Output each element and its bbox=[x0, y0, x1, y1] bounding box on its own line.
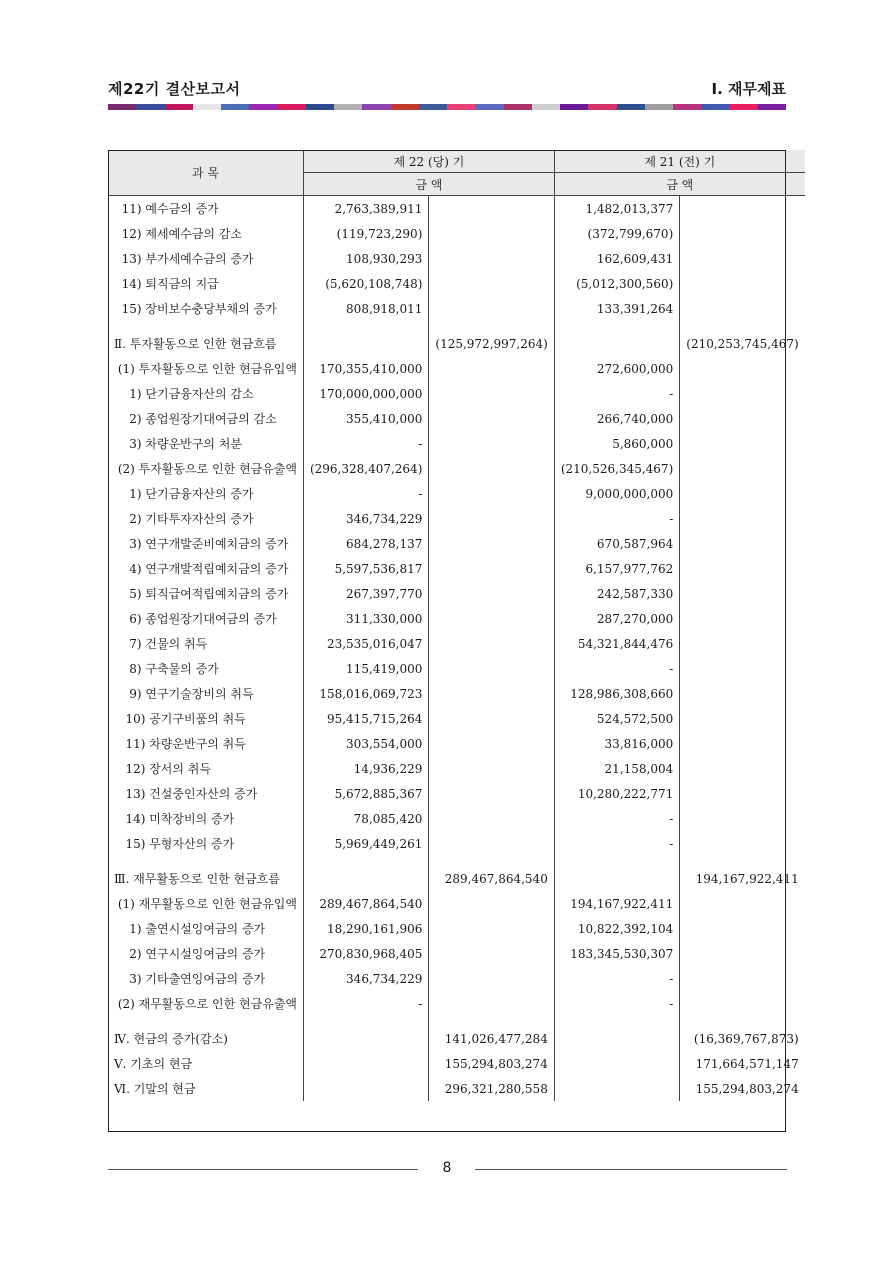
current-total-amount bbox=[429, 606, 554, 631]
current-total-amount: (125,972,997,264) bbox=[429, 331, 554, 356]
current-detail-amount: 5,672,885,367 bbox=[303, 781, 428, 806]
stripe-segment bbox=[362, 104, 390, 110]
row-item-label: 13) 건설중인자산의 증가 bbox=[108, 781, 303, 806]
stripe-segment bbox=[701, 104, 729, 110]
prior-total-amount bbox=[680, 196, 805, 222]
spacer-row bbox=[108, 1016, 805, 1026]
table-row bbox=[108, 941, 805, 966]
current-detail-amount: 289,467,864,540 bbox=[303, 891, 428, 916]
current-detail-amount: 2,763,389,911 bbox=[303, 196, 428, 222]
current-total-amount bbox=[429, 531, 554, 556]
row-item-label: 14) 미착장비의 증가 bbox=[108, 806, 303, 831]
prior-total-amount bbox=[680, 406, 805, 431]
table-row bbox=[108, 831, 805, 856]
stripe-segment bbox=[504, 104, 532, 110]
prior-total-amount: (16,369,767,873) bbox=[693, 1031, 799, 1046]
prior-detail-amount: - bbox=[554, 656, 679, 681]
prior-detail-amount: 524,572,500 bbox=[554, 706, 679, 731]
stripe-segment bbox=[108, 104, 136, 110]
table-row bbox=[108, 381, 805, 406]
spacer-row bbox=[108, 321, 805, 331]
row-item-label: Ⅱ. 투자활동으로 인한 현금흐름 bbox=[108, 331, 303, 356]
prior-detail-amount: - bbox=[554, 991, 679, 1016]
prior-total-amount bbox=[680, 581, 805, 606]
current-total-amount bbox=[429, 681, 554, 706]
row-item-label: (2) 투자활동으로 인한 현금유출액 bbox=[108, 456, 303, 481]
current-detail-amount: 108,930,293 bbox=[303, 246, 428, 271]
table-row bbox=[108, 866, 805, 891]
stripe-segment bbox=[391, 104, 419, 110]
current-detail-amount bbox=[303, 1076, 428, 1101]
current-detail-amount: (119,723,290) bbox=[303, 221, 428, 246]
row-item-label: Ⅲ. 재무활동으로 인한 현금흐름 bbox=[108, 866, 303, 891]
prior-total-amount bbox=[680, 381, 805, 406]
row-item-label: 4) 연구개발적립예치금의 증가 bbox=[108, 556, 303, 581]
current-total-amount bbox=[429, 891, 554, 916]
table-row bbox=[108, 581, 805, 606]
prior-detail-amount: (372,799,670) bbox=[554, 221, 679, 246]
prior-detail-amount: 183,345,530,307 bbox=[554, 941, 679, 966]
prior-total-amount bbox=[680, 941, 805, 966]
row-item-label: 9) 연구기술장비의 취득 bbox=[108, 681, 303, 706]
stripe-segment bbox=[617, 104, 645, 110]
row-item-label: 5) 퇴직급여적립예치금의 증가 bbox=[108, 581, 303, 606]
prior-detail-amount: 54,321,844,476 bbox=[554, 631, 679, 656]
row-item-label: 12) 장서의 취득 bbox=[108, 756, 303, 781]
stripe-segment bbox=[447, 104, 475, 110]
current-total-amount bbox=[429, 406, 554, 431]
table-row bbox=[108, 406, 805, 431]
row-item-label: 6) 종업원장기대여금의 증가 bbox=[108, 606, 303, 631]
prior-detail-amount: 5,860,000 bbox=[554, 431, 679, 456]
current-detail-amount: 95,415,715,264 bbox=[303, 706, 428, 731]
prior-total-amount: (210,253,745,467) bbox=[686, 336, 799, 351]
row-item-label: 14) 퇴직금의 지급 bbox=[108, 271, 303, 296]
prior-total-amount bbox=[680, 916, 805, 941]
current-total-amount bbox=[429, 356, 554, 381]
prior-detail-amount bbox=[554, 1076, 679, 1101]
prior-total-amount bbox=[680, 506, 805, 531]
prior-total-amount bbox=[680, 806, 805, 831]
table-row bbox=[108, 431, 805, 456]
prior-total-amount bbox=[680, 681, 805, 706]
current-total-amount bbox=[429, 506, 554, 531]
row-item-label: 3) 기타출연잉여금의 증가 bbox=[108, 966, 303, 991]
stripe-segment bbox=[588, 104, 616, 110]
page-number: 8 bbox=[442, 1160, 452, 1176]
current-detail-amount: 170,000,000,000 bbox=[303, 381, 428, 406]
stripe-segment bbox=[645, 104, 673, 110]
section-title: Ⅰ. 재무제표 bbox=[711, 80, 786, 98]
current-total-amount bbox=[429, 916, 554, 941]
prior-detail-amount: (210,526,345,467) bbox=[554, 456, 679, 481]
stripe-segment bbox=[221, 104, 249, 110]
prior-total-amount bbox=[680, 731, 805, 756]
prior-detail-amount: 128,986,308,660 bbox=[554, 681, 679, 706]
stripe-segment bbox=[306, 104, 334, 110]
row-item-label: Ⅵ. 기말의 현금 bbox=[108, 1076, 303, 1101]
current-total-amount bbox=[429, 991, 554, 1016]
stripe-segment bbox=[278, 104, 306, 110]
current-total-amount bbox=[429, 296, 554, 321]
row-item-label: 15) 장비보수충당부채의 증가 bbox=[108, 296, 303, 321]
prior-total-amount: 194,167,922,411 bbox=[695, 871, 799, 886]
current-total-amount bbox=[429, 431, 554, 456]
table-row bbox=[108, 331, 805, 356]
row-item-label: 1) 단기금융자산의 증가 bbox=[108, 481, 303, 506]
current-detail-amount: 78,085,420 bbox=[303, 806, 428, 831]
prior-detail-amount: - bbox=[554, 381, 679, 406]
prior-detail-amount: 242,587,330 bbox=[554, 581, 679, 606]
prior-detail-amount: - bbox=[554, 506, 679, 531]
current-detail-amount: - bbox=[303, 431, 428, 456]
cash-flow-table bbox=[108, 150, 805, 1101]
prior-total-amount: 155,294,803,274 bbox=[695, 1081, 799, 1096]
stripe-segment bbox=[334, 104, 362, 110]
table-row bbox=[108, 456, 805, 481]
prior-total-amount bbox=[680, 431, 805, 456]
prior-total-amount bbox=[680, 531, 805, 556]
prior-total-amount bbox=[680, 706, 805, 731]
prior-detail-amount bbox=[554, 331, 679, 356]
table-row bbox=[108, 706, 805, 731]
current-detail-amount: 346,734,229 bbox=[303, 966, 428, 991]
current-detail-amount: 303,554,000 bbox=[303, 731, 428, 756]
current-total-amount bbox=[429, 941, 554, 966]
table-row bbox=[108, 916, 805, 941]
current-detail-amount: 158,016,069,723 bbox=[303, 681, 428, 706]
current-total-amount bbox=[429, 581, 554, 606]
current-total-amount bbox=[429, 806, 554, 831]
prior-total-amount: 171,664,571,147 bbox=[695, 1056, 799, 1071]
table-row bbox=[108, 781, 805, 806]
current-detail-amount: 355,410,000 bbox=[303, 406, 428, 431]
prior-detail-amount bbox=[554, 1051, 679, 1076]
prior-amount-header: 금 액 bbox=[554, 173, 804, 196]
prior-detail-amount: 194,167,922,411 bbox=[554, 891, 679, 916]
prior-total-amount bbox=[680, 891, 805, 916]
current-total-amount bbox=[429, 631, 554, 656]
current-amount-header: 금 액 bbox=[303, 173, 554, 196]
stripe-segment bbox=[193, 104, 221, 110]
current-total-amount: 141,026,477,284 bbox=[429, 1026, 554, 1051]
row-item-label: 2) 연구시설잉여금의 증가 bbox=[108, 941, 303, 966]
row-item-label: 11) 예수금의 증가 bbox=[108, 196, 303, 222]
prior-total-amount bbox=[680, 991, 805, 1016]
table-body bbox=[108, 196, 805, 1102]
prior-detail-amount: 287,270,000 bbox=[554, 606, 679, 631]
stripe-segment bbox=[532, 104, 560, 110]
current-detail-amount bbox=[303, 1051, 428, 1076]
row-item-label: 15) 무형자산의 증가 bbox=[108, 831, 303, 856]
row-item-label: 3) 연구개발준비예치금의 증가 bbox=[108, 531, 303, 556]
row-item-label: (2) 재무활동으로 인한 현금유출액 bbox=[108, 991, 303, 1016]
current-detail-amount: 808,918,011 bbox=[303, 296, 428, 321]
stripe-segment bbox=[165, 104, 193, 110]
stripe-segment bbox=[419, 104, 447, 110]
current-total-amount bbox=[429, 731, 554, 756]
row-item-label: 10) 공기구비품의 취득 bbox=[108, 706, 303, 731]
current-detail-amount: 5,969,449,261 bbox=[303, 831, 428, 856]
prior-detail-amount: 670,587,964 bbox=[554, 531, 679, 556]
current-detail-amount: 18,290,161,906 bbox=[303, 916, 428, 941]
prior-detail-amount: (5,012,300,560) bbox=[554, 271, 679, 296]
current-total-amount bbox=[429, 456, 554, 481]
stripe-segment bbox=[136, 104, 164, 110]
current-total-amount bbox=[429, 781, 554, 806]
row-item-label: 2) 종업원장기대여금의 감소 bbox=[108, 406, 303, 431]
row-item-label: 3) 차량운반구의 처분 bbox=[108, 431, 303, 456]
prior-detail-amount: - bbox=[554, 831, 679, 856]
table-row bbox=[108, 631, 805, 656]
current-detail-amount bbox=[303, 866, 428, 891]
table-row bbox=[108, 481, 805, 506]
row-item-label: 12) 제세예수금의 감소 bbox=[108, 221, 303, 246]
prior-detail-amount: 6,157,977,762 bbox=[554, 556, 679, 581]
table-row bbox=[108, 1051, 805, 1076]
footer-rule-left bbox=[108, 1169, 418, 1170]
item-column-header: 과 목 bbox=[108, 150, 303, 196]
prior-detail-amount: 10,822,392,104 bbox=[554, 916, 679, 941]
table-row bbox=[108, 656, 805, 681]
prior-total-amount bbox=[680, 271, 805, 296]
prior-detail-amount: 266,740,000 bbox=[554, 406, 679, 431]
stripe-segment bbox=[730, 104, 758, 110]
row-item-label: 13) 부가세예수금의 증가 bbox=[108, 246, 303, 271]
table-row bbox=[108, 756, 805, 781]
table-row bbox=[108, 891, 805, 916]
prior-total-amount bbox=[680, 221, 805, 246]
prior-total-amount bbox=[680, 456, 805, 481]
row-item-label: 1) 단기금융자산의 감소 bbox=[108, 381, 303, 406]
row-item-label: Ⅴ. 기초의 현금 bbox=[108, 1051, 303, 1076]
current-detail-amount bbox=[303, 1026, 428, 1051]
current-detail-amount: 5,597,536,817 bbox=[303, 556, 428, 581]
table-row bbox=[108, 991, 805, 1016]
stripe-segment bbox=[673, 104, 701, 110]
current-total-amount bbox=[429, 556, 554, 581]
current-detail-amount: 14,936,229 bbox=[303, 756, 428, 781]
current-total-amount bbox=[429, 706, 554, 731]
footer-rule-right bbox=[475, 1169, 787, 1170]
current-detail-amount: 346,734,229 bbox=[303, 506, 428, 531]
table-row bbox=[108, 1076, 805, 1101]
current-total-amount: 155,294,803,274 bbox=[429, 1051, 554, 1076]
prior-total-amount bbox=[680, 246, 805, 271]
current-detail-amount: 311,330,000 bbox=[303, 606, 428, 631]
current-total-amount bbox=[429, 481, 554, 506]
table-row bbox=[108, 966, 805, 991]
spacer-row bbox=[108, 856, 805, 866]
table-row bbox=[108, 506, 805, 531]
prior-total-amount bbox=[680, 356, 805, 381]
table-row bbox=[108, 806, 805, 831]
prior-detail-amount: 10,280,222,771 bbox=[554, 781, 679, 806]
current-total-amount bbox=[429, 756, 554, 781]
current-detail-amount: 267,397,770 bbox=[303, 581, 428, 606]
header-stripe bbox=[108, 104, 786, 110]
stripe-segment bbox=[758, 104, 786, 110]
prior-total-amount bbox=[680, 756, 805, 781]
current-total-amount bbox=[429, 381, 554, 406]
current-detail-amount: 115,419,000 bbox=[303, 656, 428, 681]
report-title: 제22기 결산보고서 bbox=[108, 80, 241, 98]
table-row bbox=[108, 531, 805, 556]
row-item-label: (1) 투자활동으로 인한 현금유입액 bbox=[108, 356, 303, 381]
prior-total-amount bbox=[680, 631, 805, 656]
row-item-label: 7) 건물의 취득 bbox=[108, 631, 303, 656]
current-total-amount bbox=[429, 196, 554, 222]
current-detail-amount: 270,830,968,405 bbox=[303, 941, 428, 966]
current-detail-amount: 684,278,137 bbox=[303, 531, 428, 556]
table-row bbox=[108, 246, 805, 271]
prior-total-amount bbox=[680, 606, 805, 631]
prior-detail-amount: 33,816,000 bbox=[554, 731, 679, 756]
current-detail-amount: - bbox=[303, 481, 428, 506]
current-total-amount bbox=[429, 271, 554, 296]
prior-total-amount bbox=[680, 656, 805, 681]
prior-detail-amount: - bbox=[554, 966, 679, 991]
row-item-label: 8) 구축물의 증가 bbox=[108, 656, 303, 681]
current-total-amount bbox=[429, 656, 554, 681]
table-row bbox=[108, 1026, 805, 1051]
current-period-header: 제 22 (당) 기 bbox=[303, 150, 554, 173]
current-detail-amount bbox=[303, 331, 428, 356]
table-row bbox=[108, 731, 805, 756]
table-row bbox=[108, 606, 805, 631]
row-item-label: 2) 기타투자자산의 증가 bbox=[108, 506, 303, 531]
prior-total-amount bbox=[680, 781, 805, 806]
prior-total-amount bbox=[680, 831, 805, 856]
prior-detail-amount bbox=[554, 1026, 679, 1051]
stripe-segment bbox=[475, 104, 503, 110]
current-total-amount bbox=[429, 966, 554, 991]
current-detail-amount: 23,535,016,047 bbox=[303, 631, 428, 656]
prior-detail-amount: 1,482,013,377 bbox=[554, 196, 679, 222]
prior-detail-amount: - bbox=[554, 806, 679, 831]
prior-total-amount bbox=[680, 481, 805, 506]
row-item-label: 11) 차량운반구의 취득 bbox=[108, 731, 303, 756]
current-detail-amount: - bbox=[303, 991, 428, 1016]
table-row bbox=[108, 221, 805, 246]
table-row bbox=[108, 681, 805, 706]
current-detail-amount: (296,328,407,264) bbox=[303, 456, 428, 481]
prior-detail-amount bbox=[554, 866, 679, 891]
table-row bbox=[108, 296, 805, 321]
table-row bbox=[108, 196, 805, 222]
table-row bbox=[108, 356, 805, 381]
prior-detail-amount: 162,609,431 bbox=[554, 246, 679, 271]
stripe-segment bbox=[560, 104, 588, 110]
row-item-label: (1) 재무활동으로 인한 현금유입액 bbox=[108, 891, 303, 916]
prior-detail-amount: 272,600,000 bbox=[554, 356, 679, 381]
table-row bbox=[108, 556, 805, 581]
prior-detail-amount: 9,000,000,000 bbox=[554, 481, 679, 506]
prior-detail-amount: 133,391,264 bbox=[554, 296, 679, 321]
current-detail-amount: 170,355,410,000 bbox=[303, 356, 428, 381]
current-detail-amount: (5,620,108,748) bbox=[303, 271, 428, 296]
prior-total-amount bbox=[680, 966, 805, 991]
current-total-amount: 289,467,864,540 bbox=[429, 866, 554, 891]
stripe-segment bbox=[249, 104, 277, 110]
current-total-amount bbox=[429, 246, 554, 271]
prior-detail-amount: 21,158,004 bbox=[554, 756, 679, 781]
table-row bbox=[108, 271, 805, 296]
current-total-amount bbox=[429, 831, 554, 856]
current-total-amount: 296,321,280,558 bbox=[429, 1076, 554, 1101]
row-item-label: Ⅳ. 현금의 증가(감소) bbox=[108, 1026, 303, 1051]
prior-total-amount bbox=[680, 296, 805, 321]
prior-total-amount bbox=[680, 556, 805, 581]
row-item-label: 1) 출연시설잉여금의 증가 bbox=[108, 916, 303, 941]
prior-period-header: 제 21 (전) 기 bbox=[554, 150, 804, 173]
current-total-amount bbox=[429, 221, 554, 246]
